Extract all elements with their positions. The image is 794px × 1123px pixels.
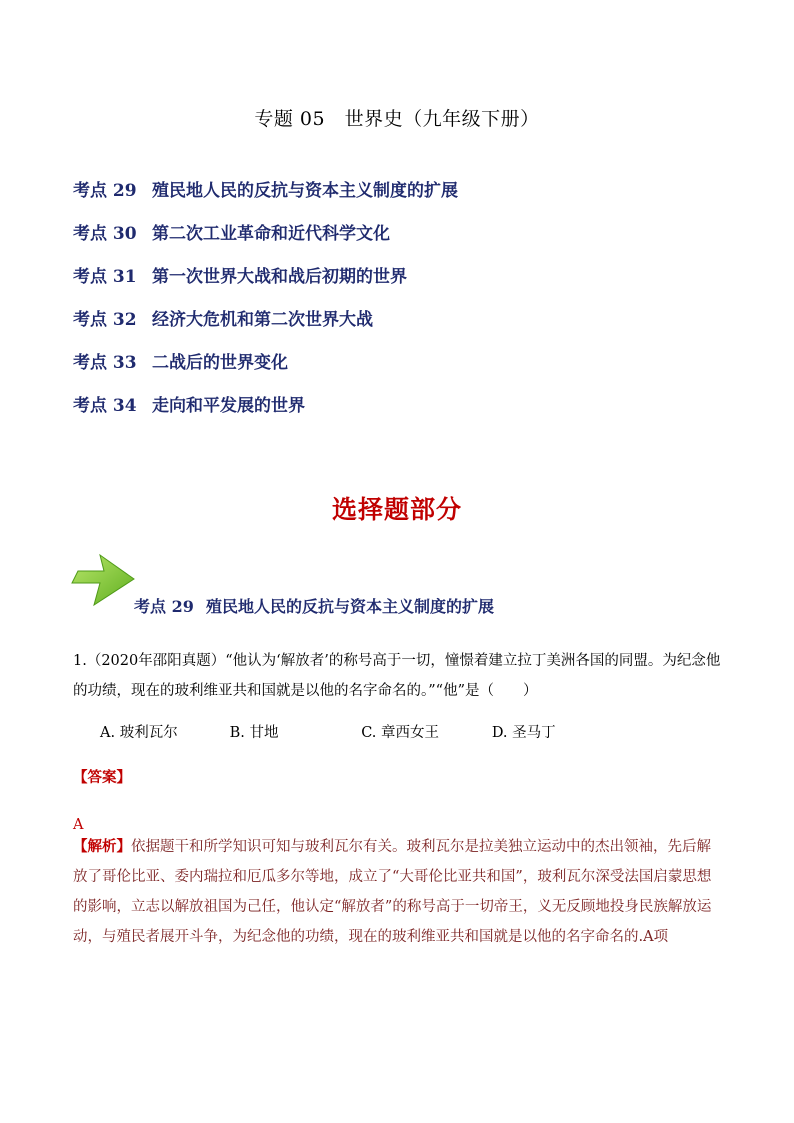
toc-item-text: 殖民地人民的反抗与资本主义制度的扩展 (152, 181, 458, 201)
table-of-contents (73, 176, 458, 434)
page-title: 专题 05 世界史（九年级下册） (254, 108, 540, 130)
toc-item[interactable] (73, 391, 458, 434)
option-d[interactable]: D. 圣马丁 (491, 725, 556, 741)
option-b[interactable]: B. 甘地 (229, 725, 279, 741)
toc-item-code: 考点 31 (73, 267, 137, 287)
green-arrow-icon (70, 553, 136, 609)
toc-item-text: 二战后的世界变化 (152, 353, 288, 373)
toc-item-code: 考点 33 (73, 353, 137, 373)
subsection-heading (134, 594, 494, 617)
option-c[interactable]: C. 章西女王 (361, 725, 440, 741)
subsection-code: 考点 29 (134, 597, 194, 616)
option-a[interactable]: A. 玻利瓦尔 (100, 725, 178, 741)
toc-item[interactable] (73, 176, 458, 219)
toc-item-text: 第一次世界大战和战后初期的世界 (152, 267, 407, 287)
toc-item[interactable] (73, 262, 458, 305)
analysis-label: 【解析】 (73, 838, 131, 855)
subsection-text: 殖民地人民的反抗与资本主义制度的扩展 (206, 597, 495, 616)
analysis-paragraph (73, 832, 725, 952)
answer-label: 【答案】 (73, 769, 131, 786)
toc-item-code: 考点 34 (73, 396, 137, 416)
question-stem: 1.（2020年邵阳真题）“他认为‘解放者’的称号高于一切，憧憬着建立拉丁美洲各国的同盟。为纪念他的功绩，现在的玻利维亚共和国就是以他的名字命名的。”“他”是（ ） (73, 653, 721, 699)
option-list (100, 721, 556, 742)
toc-item-code: 考点 29 (73, 181, 137, 201)
toc-item-text: 走向和平发展的世界 (152, 396, 305, 416)
toc-item[interactable] (73, 219, 458, 262)
toc-item[interactable] (73, 348, 458, 391)
analysis-text: 依据题干和所学知识可知与玻利瓦尔有关。玻利瓦尔是拉美独立运动中的杰出领袖，先后解放了哥伦比亚、委内瑞拉和厄瓜多尔等地，成立了“大哥伦比亚共和国”，玻利瓦尔深受法国启蒙思想的影响，立志以解放祖国为己任，他认定“解放者”的称号高于一切帝王，义无反顾地投身民族解放运动，与殖民者展开斗争，为纪念他的功绩，现在的玻利维亚共和国就是以他的名字命名的.A项 (73, 839, 712, 945)
toc-item[interactable] (73, 305, 458, 348)
section-title: 选择题部分 (331, 495, 462, 524)
toc-item-text: 第二次工业革命和近代科学文化 (152, 224, 390, 244)
answer-value: A (73, 817, 84, 833)
toc-item-code: 考点 32 (73, 310, 137, 330)
toc-item-code: 考点 30 (73, 224, 137, 244)
toc-item-text: 经济大危机和第二次世界大战 (152, 310, 373, 330)
